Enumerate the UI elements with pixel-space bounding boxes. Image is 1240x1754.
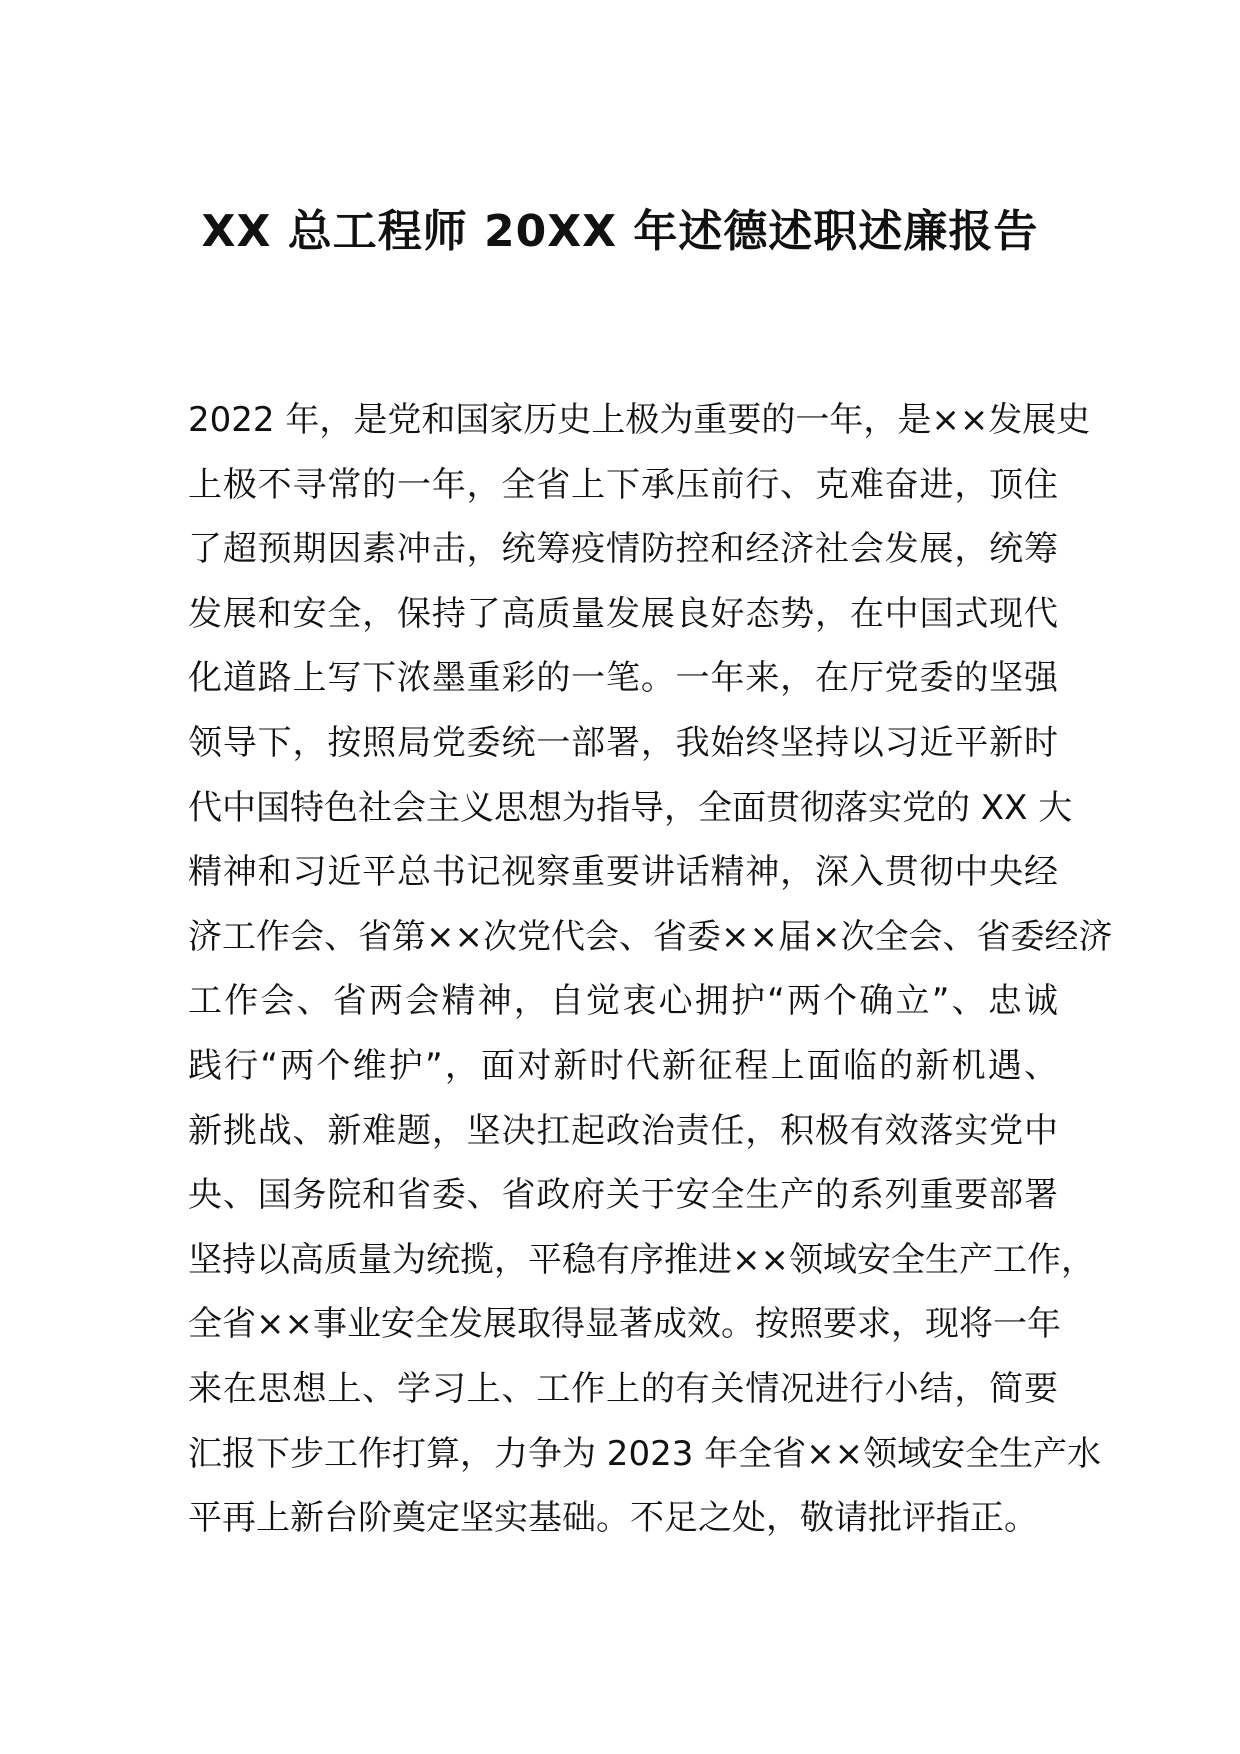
paragraph-line: 平再上新台阶奠定坚实基础。不足之处，敬请批评指正。 (188, 1498, 1038, 1539)
paragraph-line: 践行“两个维护”，面对新时代新征程上面临的新机遇、 (188, 1045, 1058, 1086)
paragraph-line: 新挑战、新难题，坚决扛起政治责任，积极有效落实党中 (188, 1110, 1058, 1151)
paragraph-line: 全省××事业安全发展取得显著成效。按照要求，现将一年 (188, 1304, 1061, 1345)
paragraph-line: 2022 年，是党和国家历史上极为重要的一年，是××发展史 (188, 400, 1091, 440)
paragraph-line: 发展和安全，保持了高质量发展良好态势，在中国式现代 (188, 593, 1058, 634)
paragraph-line: 上极不寻常的一年，全省上下承压前行、克难奋进，顶住 (188, 464, 1058, 505)
paragraph-line: 济工作会、省第××次党代会、省委××届×次全会、省委经济 (188, 916, 1113, 957)
paragraph-line: 了超预期因素冲击，统筹疫情防控和经济社会发展，统筹 (188, 529, 1058, 570)
paragraph-line: 精神和习近平总书记视察重要讲话精神，深入贯彻中央经 (188, 852, 1058, 893)
paragraph-line: 化道路上写下浓墨重彩的一笔。一年来，在厅党委的坚强 (188, 658, 1058, 699)
paragraph-line: 领导下，按照局党委统一部署，我始终坚持以习近平新时 (188, 722, 1058, 763)
paragraph-line: 坚持以高质量为统揽，平稳有序推进××领域安全生产工作， (188, 1239, 1095, 1280)
paragraph-line: 代中国特色社会主义思想为指导，全面贯彻落实党的 XX 大 (188, 787, 1073, 828)
paragraph-line: 汇报下步工作打算，力争为 2023 年全省××领域安全生产水 (188, 1433, 1102, 1474)
document-title: XX 总工程师 20XX 年述德述职述廉报告 (201, 206, 1039, 257)
body-paragraph (188, 388, 1113, 1551)
paragraph-line: 来在思想上、学习上、工作上的有关情况进行小结，简要 (188, 1368, 1058, 1409)
paragraph-line: 央、国务院和省委、省政府关于安全生产的系列重要部署 (188, 1175, 1058, 1216)
paragraph-line: 工作会、省两会精神，自觉衷心拥护“两个确立”、忠诚 (188, 981, 1058, 1022)
